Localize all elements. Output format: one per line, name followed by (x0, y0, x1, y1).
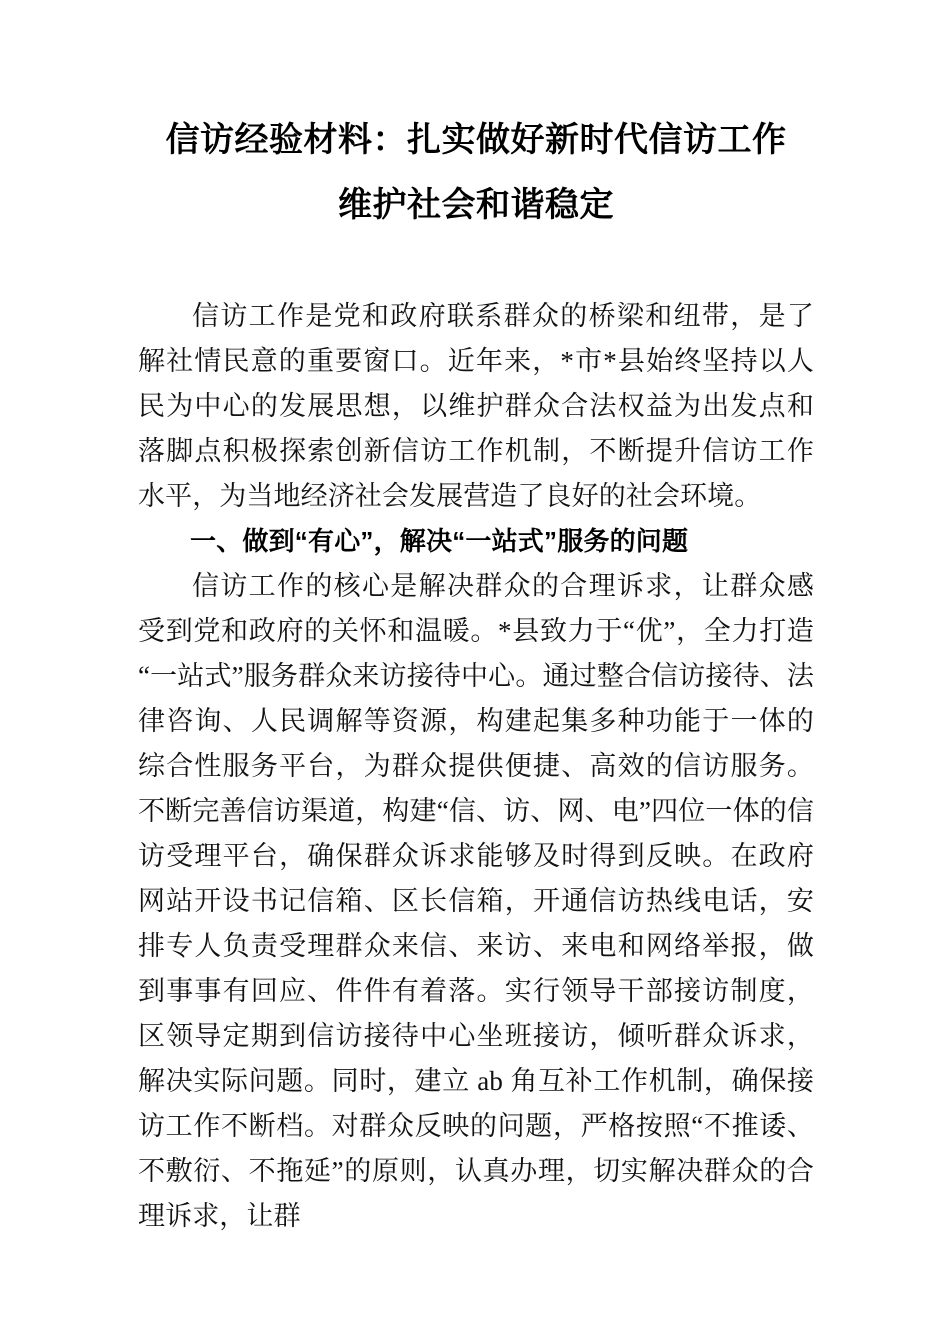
page-title-line-1: 信访经验材料：扎实做好新时代信访工作 (165, 122, 787, 159)
page-title-line-2: 维护社会和谐稳定 (338, 187, 614, 224)
section-heading-1: 一、做到“有心”，解决“一站式”服务的问题 (190, 526, 689, 556)
title-body-spacer (138, 238, 814, 294)
document-body (138, 0, 814, 1239)
page-title (138, 0, 814, 238)
paragraph-section-1-body: 信访工作的核心是解决群众的合理诉求，让群众感受到党和政府的关怀和温暖。*县致力于“优”，全力打造“一站式”服务群众来访接待中心。通过整合信访接待、法律咨询、人民调解等资源，构建起集多种功能于一体的综合性服务平台，为群众提供便捷、高效的信访服务。不断完善信访渠道，构建“信、访、网、电”四位一体的信访受理平台，确保群众诉求能够及时得到反映。在政府网站开设书记信箱、区长信箱，开通信访热线电话，安排专人负责受理群众来信、来访、来电和网络举报，做到事事有回应、件件有着落。实行领导干部接访制度，区领导定期到信访接待中心坐班接访，倾听群众诉求，解决实际问题。同时，建立 ab 角互补工作机制，确保接访工作不断档。对群众反映的问题，严格按照“不推诿、不敷衍、不拖延”的原则，认真办理，切实解决群众的合理诉求，让群 (138, 571, 814, 1231)
paragraph-intro: 信访工作是党和政府联系群众的桥梁和纽带，是了解社情民意的重要窗口。近年来，*市*县始终坚持以人民为中心的发展思想，以维护群众合法权益为出发点和落脚点积极探索创新信访工作机制，不断提升信访工作水平，为当地经济社会发展营造了良好的社会环境。 (138, 301, 814, 511)
